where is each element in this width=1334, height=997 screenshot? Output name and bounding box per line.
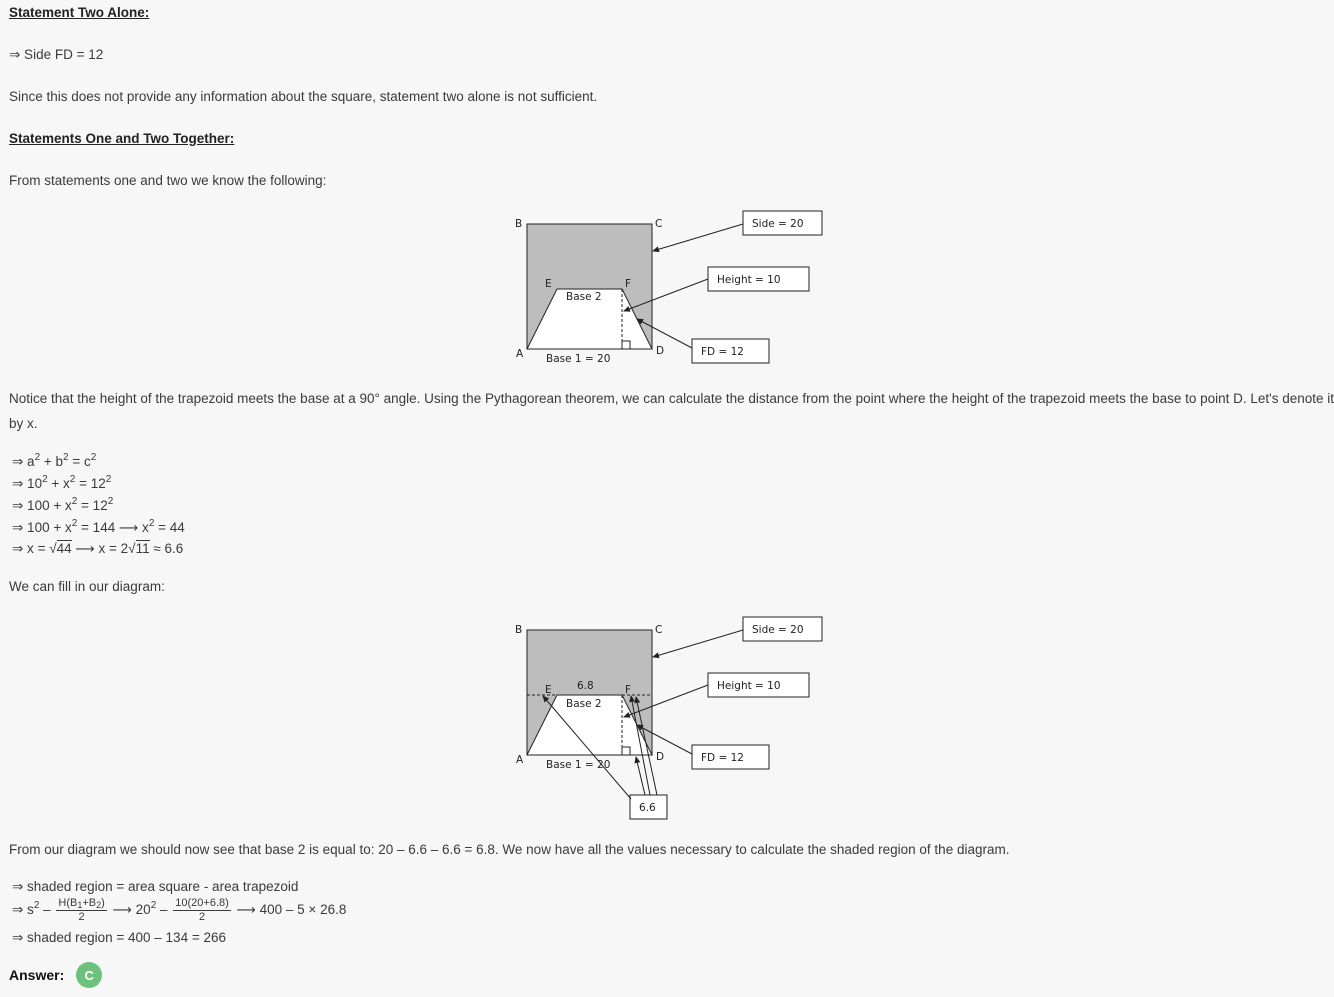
callout-side: Side = 20 (752, 624, 804, 636)
answer-row (9, 962, 102, 988)
conclusion-text: From our diagram we should now see that base 2 is equal to: 20 – 6.6 – 6.6 = 6.8. We now have all the values necessary to calculate the shaded region of the diagram. (9, 842, 1010, 857)
base2-label: Base 2 (566, 291, 602, 303)
answer-label: Answer: (9, 967, 65, 983)
vertex-f: F (625, 684, 632, 696)
callout-offset: 6.6 (639, 802, 656, 814)
vertex-c: C (655, 218, 663, 230)
equation-shaded-formula: ⇒ $s^2$ – $\frac{H(B_1+B_2)}{2}$ ⟶ $20^2$ – $\frac{10(20+6.8)}{2}$ ⟶ 400 – 5 × 26.8 (12, 897, 347, 923)
vertex-a: A (516, 348, 524, 360)
callout-height: Height = 10 (717, 274, 781, 286)
vertex-b: B (515, 218, 523, 230)
base2-label: Base 2 (566, 698, 602, 710)
callout-fd: FD = 12 (701, 346, 744, 358)
callout-side: Side = 20 (752, 218, 804, 230)
fill-diagram-text: We can fill in our diagram: (9, 579, 165, 594)
equation-shaded-result: ⇒ shaded region = 400 – 134 = 266 (12, 930, 226, 945)
side-fd-line: ⇒ Side FD = 12 (9, 47, 104, 62)
vertex-d: D (656, 751, 665, 763)
equation-shaded-definition: ⇒ shaded region = area square - area trapezoid (12, 879, 299, 894)
diagram-filled (505, 611, 835, 826)
equation-simplify: ⇒ $100 + x^2 = 12^2$ (12, 496, 114, 513)
pythagoras-text-line2: by x. (9, 416, 38, 431)
statements-intro: From statements one and two we know the following: (9, 173, 327, 188)
vertex-c: C (655, 624, 663, 636)
vertex-d: D (656, 345, 665, 357)
answer-badge: C (76, 962, 102, 988)
vertex-b: B (515, 624, 523, 636)
pythagoras-text-line1: Notice that the height of the trapezoid meets the base at a 90° angle. Using the Pythagorean theorem, we can calculate the distance from the point where the height of the trapezoid meets the base to point D. Let's denote it (9, 391, 1334, 406)
heading-statement-two: Statement Two Alone: (9, 5, 150, 20)
heading-statements-together: Statements One and Two Together: (9, 131, 235, 146)
vertex-a: A (516, 754, 524, 766)
vertex-e: E (545, 684, 552, 696)
top-length-label: 6.8 (577, 680, 594, 692)
equation-solve: ⇒ $100 + x^2 = 144$ ⟶ $x^2 = 44$ (12, 518, 185, 535)
base1-label: Base 1 = 20 (546, 759, 611, 771)
callout-height: Height = 10 (717, 680, 781, 692)
vertex-e: E (545, 278, 552, 290)
equation-substitute: ⇒ $10^2 + x^2 = 12^2$ (12, 474, 112, 491)
base1-label: Base 1 = 20 (546, 353, 611, 365)
statement-two-text: Since this does not provide any information about the square, statement two alone is not sufficient. (9, 89, 598, 104)
callout-fd: FD = 12 (701, 752, 744, 764)
diagram-square-trapezoid (505, 205, 835, 375)
equation-root: ⇒ x = √44 ⟶ x = 2√11 ≈ 6.6 (12, 541, 184, 556)
vertex-f: F (625, 278, 632, 290)
equation-pythagoras: ⇒ $a^2 + b^2 = c^2$ (12, 452, 97, 469)
